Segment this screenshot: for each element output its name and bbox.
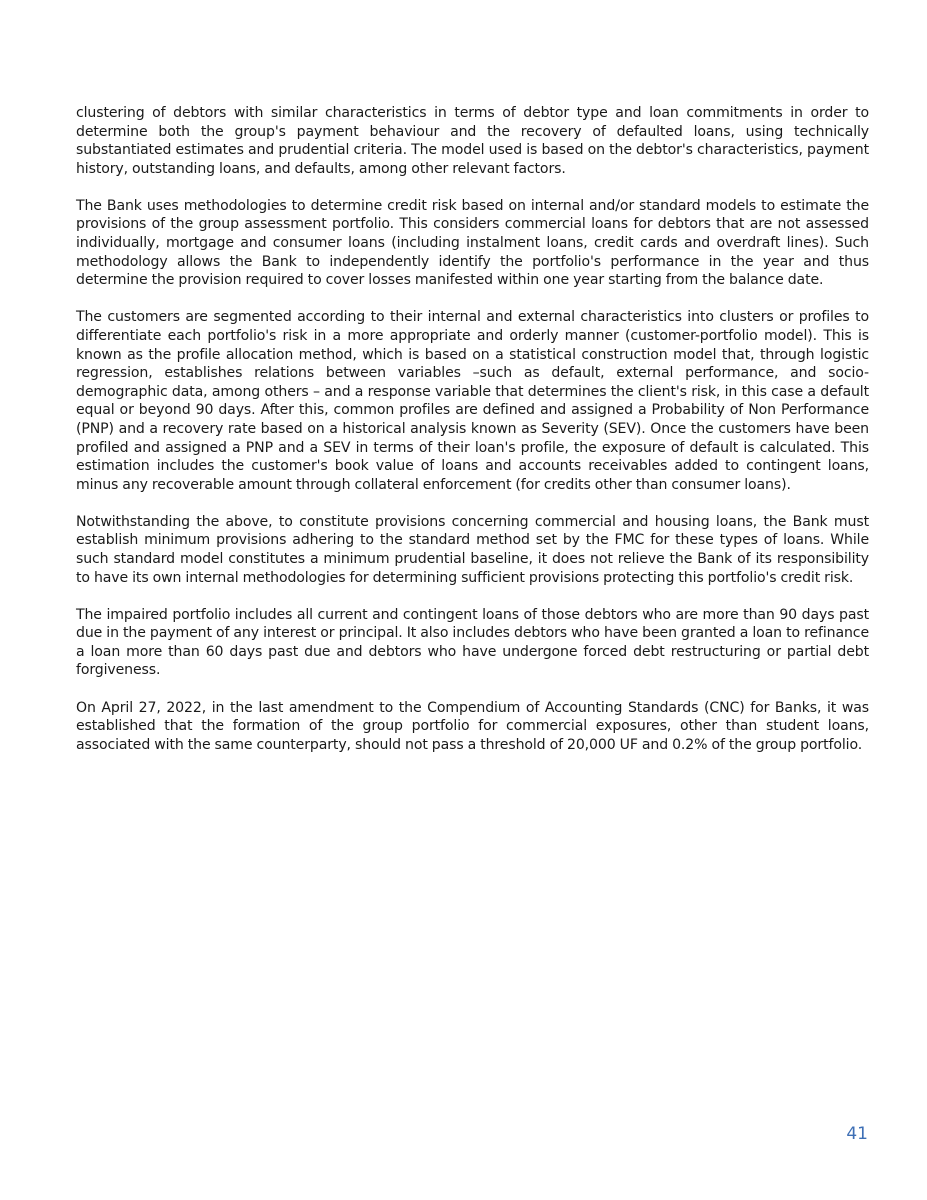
page-number: 41 — [846, 1124, 868, 1144]
paragraph-customer-segmentation: The customers are segmented according to their internal and external characteristics into clusters or profiles to differentiate each portfolio's risk in a more appropriate and orderly manner (customer-portfolio model). This is known as the profile allocation method, which is based on a statistical construction model that, through logistic regression, establishes relations between variables –such as default, external performance, and socio-demographic data, among others – and a response variable that determines the client's risk, in this case a default equal or beyond 90 days. After this, common profiles are defined and assigned a Probability of Non Performance (PNP) and a recovery rate based on a historical analysis known as Severity (SEV). Once the customers have been profiled and assigned a PNP and a SEV in terms of their loan's profile, the exposure of default is calculated. This estimation includes the customer's book value of loans and accounts receivables added to contingent loans, minus any recoverable amount through collateral enforcement (for credits other than consumer loans). — [76, 309, 869, 493]
paragraph-group-clustering: clustering of debtors with similar characteristics in terms of debtor type and loan commitments in order to determine both the group's payment behaviour and the recovery of defaulted loans, using technically substantiated estimates and prudential criteria. The model used is based on the debtor's characteristics, payment history, outstanding loans, and defaults, among other relevant factors. — [76, 105, 869, 177]
paragraph-cnc-amendment: On April 27, 2022, in the last amendment to the Compendium of Accounting Standards (CNC) for Banks, it was established that the formation of the group portfolio for commercial exposures, other than student loans, associated with the same counterparty, should not pass a threshold of 20,000 UF and 0.2% of the group portfolio. — [76, 699, 869, 753]
paragraph-credit-risk-methodologies: The Bank uses methodologies to determine credit risk based on internal and/or standard models to estimate the provisions of the group assessment portfolio. This considers commercial loans for debtors that are not assessed individually, mortgage and consumer loans (including instalment loans, credit cards and overdraft lines). Such methodology allows the Bank to independently identify the portfolio's performance in the year and thus determine the provision required to cover losses manifested within one year starting from the balance date. — [76, 197, 869, 289]
paragraph-impaired-portfolio: The impaired portfolio includes all current and contingent loans of those debtors who are more than 90 days past due in the payment of any interest or principal. It also includes debtors who have been granted a loan to refinance a loan more than 60 days past due and debtors who have undergone forced debt restructuring or partial debt forgiveness. — [76, 606, 869, 679]
paragraph-minimum-provisions: Notwithstanding the above, to constitute provisions concerning commercial and housing loans, the Bank must establish minimum provisions adhering to the standard method set by the FMC for these types of loans. While such standard model constitutes a minimum prudential baseline, it does not relieve the Bank of its responsibility to have its own internal methodologies for determining sufficient provisions protecting this portfolio's credit risk. — [76, 513, 869, 586]
document-body — [76, 104, 869, 773]
